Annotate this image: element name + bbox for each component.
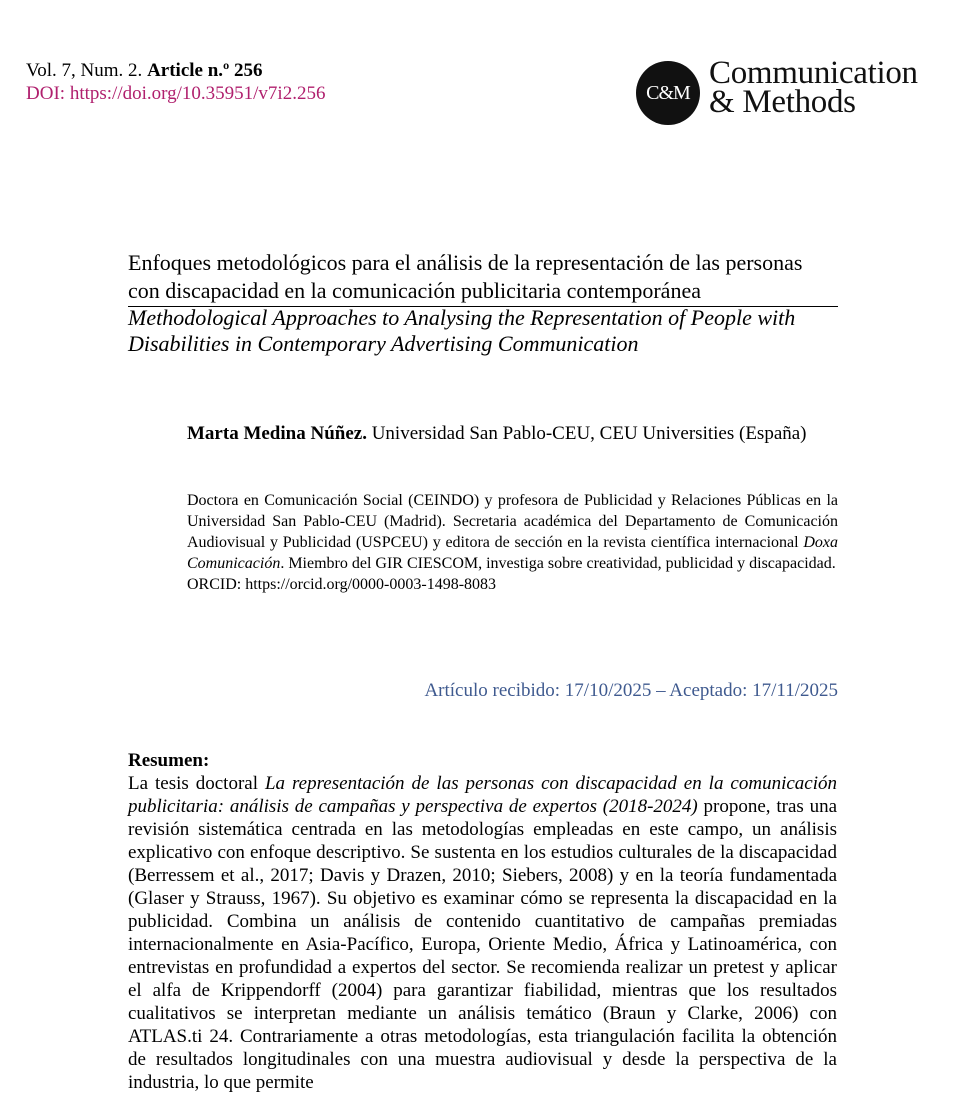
doi-line — [26, 82, 325, 105]
received-accepted-dates: Artículo recibido: 17/10/2025 – Aceptado: 17/11/2025 — [424, 680, 838, 701]
logo-wordmark — [709, 55, 918, 120]
bio-text-1: Doctora en Comunicación Social (CEINDO) y profesora de Publicidad y Relaciones Públicas en la Universidad San Pablo-CEU (Madrid). Secretaria académica del Departamento de Comunicación Audiovisual y Publicidad (USPCEU) y editora de sección en la revista científica internacional — [187, 492, 838, 551]
abstract-body — [128, 772, 837, 1094]
journal-logo — [635, 57, 954, 127]
bio-journal: Doxa Comunicación — [187, 534, 839, 572]
article-number: Article n.º 256 — [147, 60, 263, 81]
volume-line — [26, 59, 325, 82]
bio-text-2: . Miembro del GIR CIESCOM, investiga sobre creatividad, publicidad y discapacidad. — [280, 555, 836, 572]
author-affiliation: Universidad San Pablo-CEU, CEU Universities (España) — [371, 423, 807, 444]
logo-monogram: C&M — [636, 61, 700, 125]
author-line — [187, 421, 838, 447]
author-name: Marta Medina Núñez. — [187, 423, 367, 444]
logo-line-2: & Methods — [709, 84, 856, 120]
title-spanish: Enfoques metodológicos para el análisis de la representación de las personas con discapacidad en la comunicación publicitaria contemporánea — [128, 249, 838, 307]
abstract-heading: Resumen: — [128, 750, 210, 771]
article-meta — [26, 59, 325, 105]
logo-line-1: Communication — [709, 55, 918, 91]
volume-text: Vol. 7, Num. 2. — [26, 60, 143, 81]
abstract-thesis-title: La representación de las personas con discapacidad en la comunicación publicitaria: análisis de campañas y perspectiva de expertos (2018-2024) — [128, 773, 837, 817]
abstract-text: propone, tras una revisión sistemática centrada en las metodologías empleadas en este campo, un análisis explicativo con enfoque descriptivo. Se sustenta en los estudios culturales de la discapacidad (Berressem et al., 2017; Davis y Drazen, 2010; Siebers, 2008) y en la teoría fundamentada (Glaser y Strauss, 1967). Su objetivo es examinar cómo se representa la discapacidad en la publicidad. Combina un análisis de contenido cuantitativo de campañas premiadas internacionalmente en Asia-Pacífico, Europa, Oriente Medio, África y Latinoamérica, con entrevistas en profundidad a expertos del sector. Se recomienda realizar un pretest y aplicar el alfa de Krippendorff (2004) para garantizar fiabilidad, mientras que los resultados cualitativos se interpretan mediante un análisis temático (Braun y Clarke, 2006) con ATLAS.ti 24. Contrariamente a otras metodologías, esta triangulación facilita la obtención de resultados longitudinales con una muestra audiovisual y desde la perspectiva de la industria, lo que permite — [128, 796, 837, 1093]
author-bio — [187, 490, 838, 595]
abstract-intro: La tesis doctoral — [128, 773, 258, 794]
title-english: Methodological Approaches to Analysing the Representation of People with Disabilities in Contemporary Advertising Communication — [128, 305, 796, 356]
doi-link[interactable]: https://doi.org/10.35951/v7i2.256 — [69, 83, 326, 104]
orcid-link[interactable]: ORCID: https://orcid.org/0000-0003-1498-8083 — [187, 576, 497, 593]
doi-label: DOI: — [26, 83, 66, 104]
